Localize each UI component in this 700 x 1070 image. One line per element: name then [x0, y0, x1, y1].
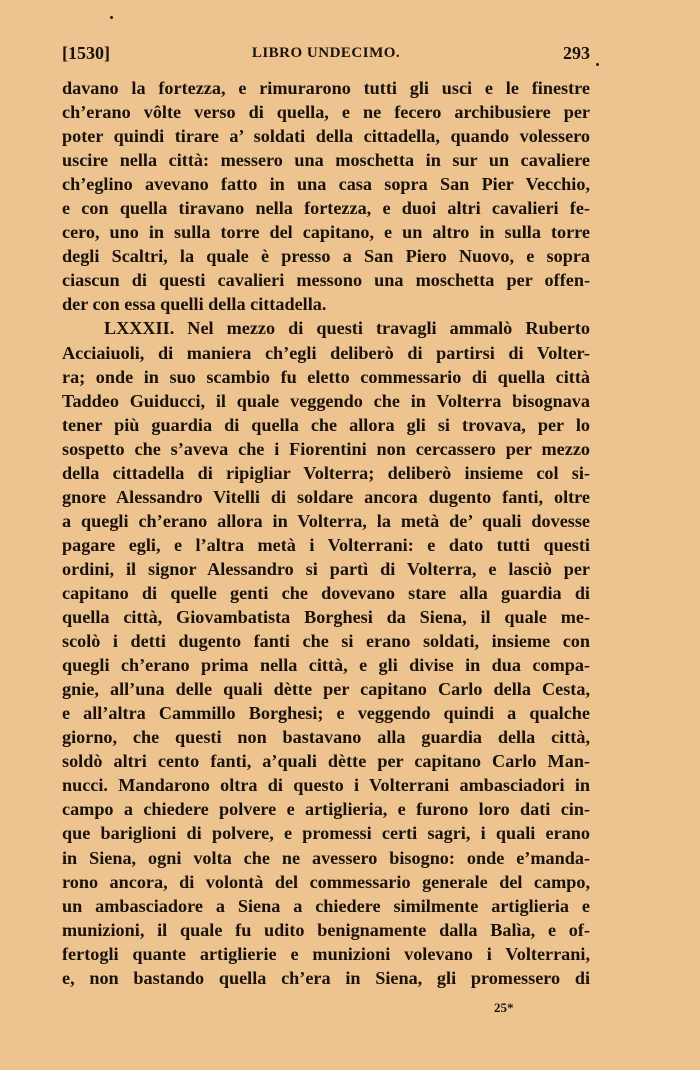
- text-line: ordini, il signor Alessandro si partì di Volterra, e lasciò per: [62, 558, 590, 579]
- header-title: LIBRO UNDECIMO.: [251, 45, 401, 61]
- paragraph-start-line: LXXXII. Nel mezzo di questi travagli ammalò Ruberto: [104, 318, 590, 339]
- text-line: fertogli quante artiglierie e munizioni volevano i Volterrani,: [62, 943, 590, 964]
- text-line: quella città, Giovambatista Borghesi da Siena, il quale me-: [62, 607, 590, 628]
- text-line: Taddeo Guiducci, il quale veggendo che in Volterra bisognava: [62, 390, 590, 411]
- running-header: [62, 40, 590, 66]
- text-line: un ambasciadore a Siena a chiedere similmente artiglieria e: [62, 895, 590, 916]
- body-text: [62, 76, 590, 990]
- text-line: der con essa quelli della cittadella.: [62, 294, 327, 315]
- ink-speck: [596, 63, 599, 66]
- text-line: soldò altri cento fanti, a’quali dètte per capitano Carlo Man-: [62, 751, 590, 772]
- text-line: a quegli ch’erano allora in Volterra, la metà de’ quali dovesse: [62, 510, 590, 531]
- text-line: ciascun di questi cavalieri messono una moschetta per offen-: [62, 270, 590, 291]
- text-line: scolò i detti dugento fanti che si erano soldati, insieme con: [62, 631, 590, 652]
- text-line: sospetto che s’aveva che i Fiorentini non cercassero per mezzo: [62, 438, 590, 459]
- text-line: cero, uno in sulla torre del capitano, e un altro in sulla torre: [62, 222, 590, 243]
- text-line: capitano di quelle genti che dovevano stare alla guardia di: [62, 582, 590, 603]
- text-line: Acciaiuoli, di maniera ch’egli deliberò di partirsi di Volter-: [62, 342, 590, 363]
- text-line: ch’erano vôlte verso di quella, e ne fecero archibusiere per: [62, 102, 590, 123]
- text-line: pagare egli, e l’altra metà i Volterrani: e dato tutti questi: [62, 534, 590, 555]
- text-line: davano la fortezza, e rimurarono tutti gli usci e le finestre: [62, 78, 590, 98]
- text-line: e con quella tiravano nella fortezza, e duoi altri cavalieri fe-: [62, 198, 590, 219]
- text-line: degli Scaltri, la quale è presso a San Piero Nuovo, e sopra: [62, 246, 590, 267]
- text-line: rono ancora, di volontà del commessario generale del campo,: [62, 871, 590, 892]
- text-line: ch’eglino avevano fatto in una casa sopra San Pier Vecchio,: [62, 174, 590, 195]
- text-line: e, non bastando quella ch’era in Siena, gli promessero di: [62, 967, 590, 988]
- text-line: que bariglioni di polvere, e promessi certi sagri, i quali erano: [62, 823, 590, 844]
- text-line: in Siena, ogni volta che ne avessero bisogno: onde e’manda-: [62, 847, 590, 868]
- printer-signature-mark: 25*: [494, 1000, 514, 1015]
- text-line: uscire nella città: messero una moschetta in sur un cavaliere: [62, 150, 590, 171]
- text-line: quegli ch’erano prima nella città, e gli divise in dua compa-: [62, 655, 590, 676]
- header-year: [1530]: [62, 43, 110, 63]
- text-line: tener più guardia di quella che allora gli si trovava, per lo: [62, 414, 590, 435]
- text-line: gnore Alessandro Vitelli di soldare ancora dugento fanti, oltre: [62, 486, 590, 507]
- text-line: gnie, all’una delle quali dètte per capitano Carlo della Cesta,: [62, 679, 590, 700]
- text-line: campo a chiedere polvere e artiglieria, e furono loro dati cin-: [62, 799, 590, 820]
- text-line: giorno, che questi non bastavano alla guardia della città,: [62, 727, 590, 748]
- ink-speck: [110, 16, 113, 19]
- text-line: della cittadella di ripigliar Volterra; deliberò insieme col si-: [62, 462, 590, 483]
- text-line: munizioni, il quale fu udito benignamente dalla Balìa, e of-: [62, 919, 590, 940]
- page-number: 293: [563, 43, 590, 63]
- text-line: nucci. Mandarono oltra di questo i Volterrani ambasciadori in: [62, 775, 590, 796]
- text-line: e all’altra Cammillo Borghesi; e veggendo quindi a qualche: [62, 703, 590, 724]
- text-line: ra; onde in suo scambio fu eletto commessario di quella città: [62, 366, 590, 387]
- text-line: poter quindi tirare a’ soldati della cittadella, quando volessero: [62, 126, 590, 147]
